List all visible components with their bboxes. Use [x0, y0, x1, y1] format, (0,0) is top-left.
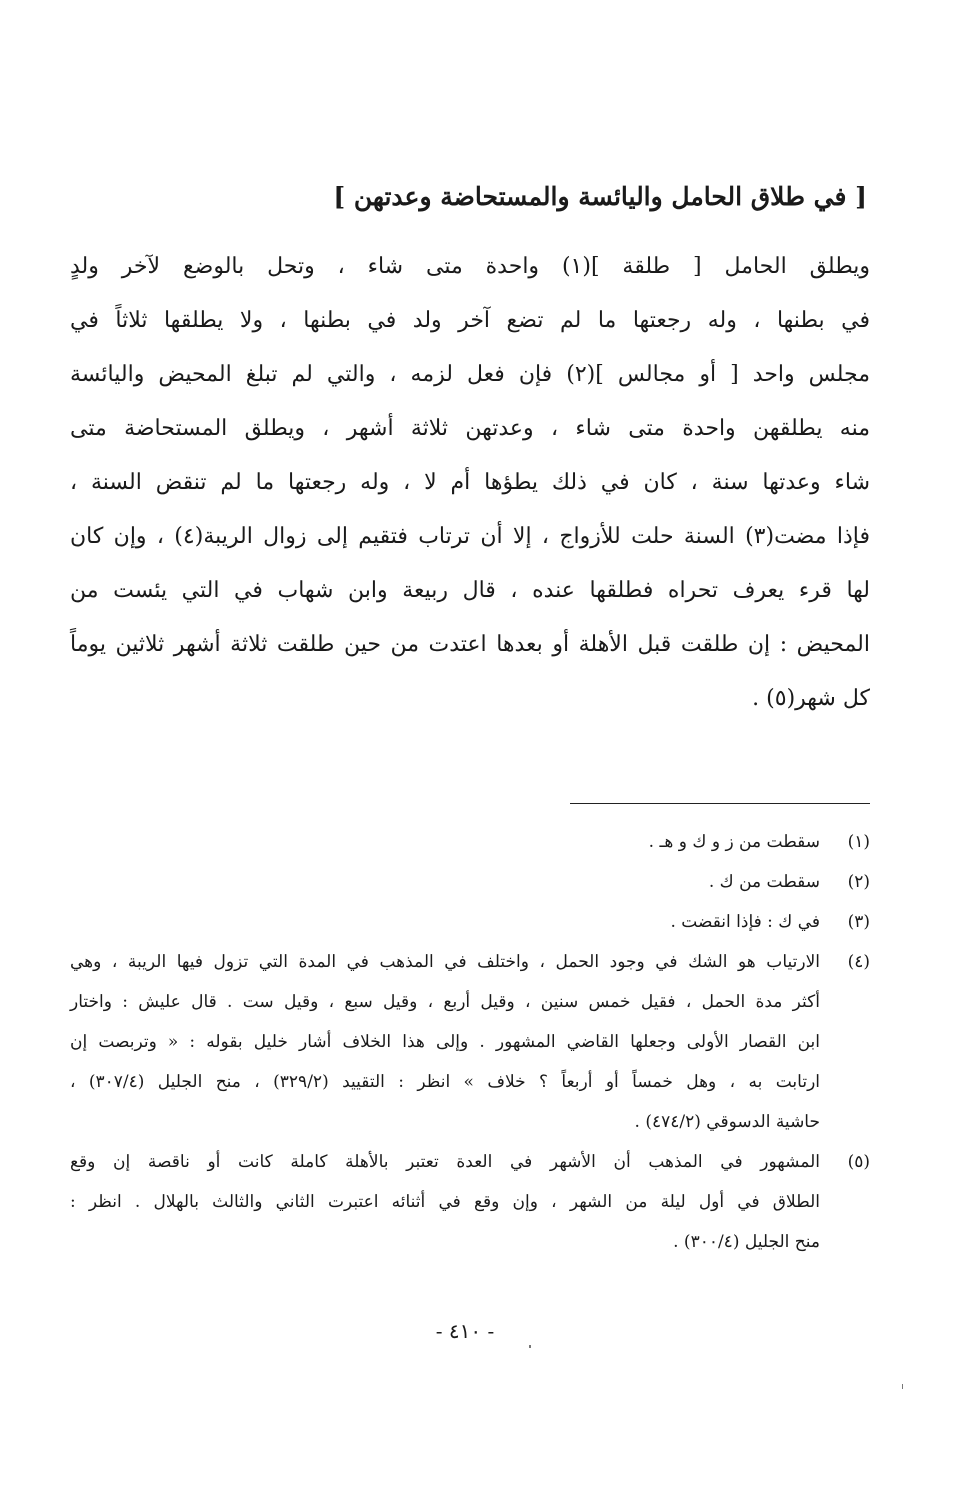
- footnote-item: [70, 1142, 870, 1262]
- footnote-line: ارتابت به ، وهل خمساً أو أربعاً ؟ خلاف » انظر : التقييد (٣٢٩/٢) ، منح الجليل (٣٠٧/٤) ،: [70, 1072, 821, 1092]
- paragraph-line: كل شهر(٥) .: [752, 686, 870, 711]
- footnote-text: [70, 822, 820, 862]
- footnote-line: سقطت من ك .: [708, 872, 820, 892]
- footnote-number: (٤): [847, 952, 870, 972]
- footnote-item: [70, 822, 870, 862]
- footnote-line: حاشية الدسوقي (٤٧٤/٢) .: [634, 1112, 820, 1132]
- paragraph-line: مجلس واحد [ أو مجالس ](٢) فإن فعل لزمه ، والتي لم تبلغ المحيض واليائسة: [70, 362, 870, 387]
- footnote-text: [70, 902, 820, 942]
- footnote-text: [70, 942, 820, 1142]
- footnote-text: [70, 862, 820, 902]
- footnote-divider: [570, 803, 870, 804]
- paragraph-line: فإذا مضت(٣) السنة حلت للأزواج ، إلا أن ترتاب فتقيم إلى زوال الريبة(٤) ، وإن كان: [70, 524, 871, 549]
- footnote-item: [70, 862, 870, 902]
- page-number: - ٤١٠ -: [435, 1319, 495, 1343]
- paragraph-line: ويطلق الحامل [ طلقة ](١) واحدة متى شاء ، وتحل بالوضع لآخر ولدٍ: [70, 254, 871, 279]
- footnote-line: منح الجليل (٣٠٠/٤) .: [673, 1232, 820, 1252]
- footnote-number: (٣): [847, 912, 870, 932]
- paragraph-line: شاء وعدتها سنة ، كان في ذلك يطؤها أم لا ، وله رجعتها ما لم تنقض السنة ،: [70, 470, 870, 495]
- footnote-item: [70, 942, 870, 1142]
- scan-speck: [902, 1384, 903, 1389]
- footnote-line: أكثر مدة الحمل ، فقيل خمس سنين ، وقيل أربع ، وقيل سبع ، وقيل ست . قال عليش : واختار: [70, 992, 820, 1012]
- footnote-item: [70, 902, 870, 942]
- section-heading: [ في طلاق الحامل واليائسة والمستحاضة وعدتهن ]: [333, 182, 867, 211]
- footnote-line: الارتياب هو الشك في وجود الحمل ، واختلف في المذهب في المدة التي تزول فيها الريبة ، وهي: [70, 952, 820, 972]
- footnote-number: (٢): [847, 872, 870, 892]
- scan-speck: [529, 1345, 531, 1348]
- main-paragraph: [70, 240, 870, 726]
- footnote-line: في ك : فإذا انقضت .: [670, 912, 820, 932]
- footnote-number: (٥): [847, 1152, 870, 1172]
- footnote-text: [70, 1142, 820, 1262]
- footnote-line: المشهور في المذهب أن الأشهر في العدة تعتبر بالأهلة كاملة كانت أو ناقصة إن وقع: [70, 1152, 820, 1172]
- footnote-number: (١): [847, 832, 870, 852]
- paragraph-line: في بطنها ، وله رجعتها ما لم تضع آخر ولد في بطنها ، ولا يطلقها ثلاثاً في: [70, 308, 870, 333]
- footnote-line: سقطت من ز و ك و هـ .: [648, 832, 820, 852]
- paragraph-line: لها قرء يعرف تحراه فطلقها عنده ، قال ربيعة وابن شهاب في التي يئست من: [70, 578, 870, 603]
- paragraph-line: منه يطلقهن واحدة متى شاء ، وعدتهن ثلاثة أشهر ، ويطلق المستحاضة متى: [70, 416, 870, 441]
- footnotes: [70, 822, 870, 1262]
- footnote-line: ابن القصار الأولى وجعلها القاضي المشهور . وإلى هذا الخلاف أشار خليل بقوله : « وتربصت إن: [70, 1032, 820, 1052]
- footnote-line: الطلاق في أول ليلة من الشهر ، وإن وقع في أثنائه اعتبرت الثاني والثالث بالهلال . انظر :: [70, 1192, 820, 1212]
- paragraph-line: المحيض : إن طلقت قبل الأهلة أو بعدها اعتدت من حين طلقت ثلاثة أشهر ثلاثين يوماً: [70, 632, 870, 657]
